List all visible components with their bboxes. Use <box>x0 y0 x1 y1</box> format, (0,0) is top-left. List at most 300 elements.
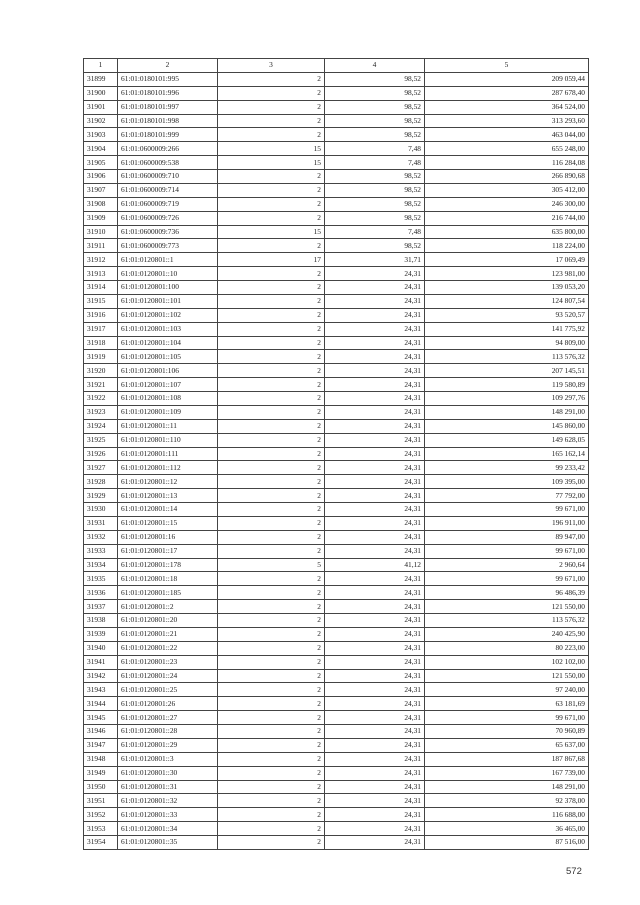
count-cell: 2 <box>218 600 325 614</box>
row-number-cell: 31933 <box>84 544 118 558</box>
amount-cell: 141 775,92 <box>425 322 589 336</box>
cadastral-number-cell: 61:01:0120801::29 <box>118 738 218 752</box>
rate-cell: 24,31 <box>325 433 425 447</box>
row-number-cell: 31907 <box>84 183 118 197</box>
rate-cell: 24,31 <box>325 405 425 419</box>
amount-cell: 364 524,00 <box>425 100 589 114</box>
table-row <box>84 128 589 142</box>
count-cell: 2 <box>218 614 325 628</box>
cadastral-number-cell: 61:01:0600009:773 <box>118 239 218 253</box>
row-number-cell: 31931 <box>84 516 118 530</box>
amount-cell: 65 637,00 <box>425 738 589 752</box>
amount-cell: 93 520,57 <box>425 308 589 322</box>
amount-cell: 116 688,00 <box>425 808 589 822</box>
row-number-cell: 31919 <box>84 350 118 364</box>
table-row <box>84 489 589 503</box>
cadastral-number-cell: 61:01:0120801::14 <box>118 503 218 517</box>
amount-cell: 305 412,00 <box>425 183 589 197</box>
row-number-cell: 31910 <box>84 225 118 239</box>
amount-cell: 80 223,00 <box>425 641 589 655</box>
rate-cell: 24,31 <box>325 475 425 489</box>
table-row <box>84 614 589 628</box>
amount-cell: 216 744,00 <box>425 211 589 225</box>
rate-cell: 24,31 <box>325 627 425 641</box>
rate-cell: 24,31 <box>325 572 425 586</box>
rate-cell: 24,31 <box>325 738 425 752</box>
count-cell: 2 <box>218 364 325 378</box>
table-row <box>84 738 589 752</box>
cadastral-number-cell: 61:01:0120801::107 <box>118 378 218 392</box>
amount-cell: 17 069,49 <box>425 253 589 267</box>
cadastral-number-cell: 61:01:0120801:16 <box>118 530 218 544</box>
rate-cell: 24,31 <box>325 641 425 655</box>
amount-cell: 148 291,00 <box>425 780 589 794</box>
row-number-cell: 31948 <box>84 752 118 766</box>
rate-cell: 98,52 <box>325 72 425 86</box>
count-cell: 2 <box>218 516 325 530</box>
cadastral-number-cell: 61:01:0120801::31 <box>118 780 218 794</box>
row-number-cell: 31901 <box>84 100 118 114</box>
cadastral-number-cell: 61:01:0120801::27 <box>118 711 218 725</box>
table-row <box>84 447 589 461</box>
row-number-cell: 31940 <box>84 641 118 655</box>
cadastral-number-cell: 61:01:0600009:266 <box>118 142 218 156</box>
row-number-cell: 31915 <box>84 294 118 308</box>
amount-cell: 121 550,00 <box>425 669 589 683</box>
count-cell: 2 <box>218 170 325 184</box>
column-header-3: 3 <box>218 59 325 73</box>
cadastral-number-cell: 61:01:0120801::185 <box>118 586 218 600</box>
row-number-cell: 31932 <box>84 530 118 544</box>
cadastral-number-cell: 61:01:0120801::15 <box>118 516 218 530</box>
row-number-cell: 31902 <box>84 114 118 128</box>
rate-cell: 24,31 <box>325 669 425 683</box>
rate-cell: 7,48 <box>325 225 425 239</box>
amount-cell: 94 809,00 <box>425 336 589 350</box>
table-row <box>84 392 589 406</box>
table-row <box>84 461 589 475</box>
cadastral-number-cell: 61:01:0120801::21 <box>118 627 218 641</box>
rate-cell: 98,52 <box>325 170 425 184</box>
table-row <box>84 530 589 544</box>
cadastral-number-cell: 61:01:0120801:111 <box>118 447 218 461</box>
table-row <box>84 378 589 392</box>
amount-cell: 2 960,64 <box>425 558 589 572</box>
amount-cell: 99 671,00 <box>425 572 589 586</box>
table-row <box>84 267 589 281</box>
amount-cell: 99 671,00 <box>425 711 589 725</box>
row-number-cell: 31929 <box>84 489 118 503</box>
table-row <box>84 211 589 225</box>
rate-cell: 24,31 <box>325 780 425 794</box>
rate-cell: 24,31 <box>325 447 425 461</box>
amount-cell: 148 291,00 <box>425 405 589 419</box>
count-cell: 15 <box>218 142 325 156</box>
cadastral-number-cell: 61:01:0180101:999 <box>118 128 218 142</box>
table-row <box>84 655 589 669</box>
rate-cell: 24,31 <box>325 419 425 433</box>
cadastral-number-cell: 61:01:0120801::112 <box>118 461 218 475</box>
rate-cell: 98,52 <box>325 239 425 253</box>
rate-cell: 24,31 <box>325 711 425 725</box>
cadastral-number-cell: 61:01:0120801::11 <box>118 419 218 433</box>
row-number-cell: 31906 <box>84 170 118 184</box>
count-cell: 2 <box>218 378 325 392</box>
amount-cell: 119 580,89 <box>425 378 589 392</box>
cadastral-number-cell: 61:01:0120801::104 <box>118 336 218 350</box>
cadastral-number-cell: 61:01:0120801::178 <box>118 558 218 572</box>
cadastral-number-cell: 61:01:0180101:996 <box>118 86 218 100</box>
table-row <box>84 142 589 156</box>
row-number-cell: 31928 <box>84 475 118 489</box>
cadastral-number-cell: 61:01:0120801::13 <box>118 489 218 503</box>
table-row <box>84 322 589 336</box>
count-cell: 2 <box>218 114 325 128</box>
table-row <box>84 336 589 350</box>
table-row <box>84 86 589 100</box>
table-row <box>84 697 589 711</box>
rate-cell: 24,31 <box>325 836 425 850</box>
count-cell: 2 <box>218 197 325 211</box>
rate-cell: 98,52 <box>325 128 425 142</box>
amount-cell: 92 378,00 <box>425 794 589 808</box>
amount-cell: 167 739,00 <box>425 766 589 780</box>
amount-cell: 123 981,00 <box>425 267 589 281</box>
rate-cell: 24,31 <box>325 614 425 628</box>
cadastral-number-cell: 61:01:0120801::25 <box>118 683 218 697</box>
amount-cell: 87 516,00 <box>425 836 589 850</box>
rate-cell: 24,31 <box>325 586 425 600</box>
amount-cell: 149 628,05 <box>425 433 589 447</box>
cadastral-number-cell: 61:01:0600009:714 <box>118 183 218 197</box>
cadastral-number-cell: 61:01:0120801::35 <box>118 836 218 850</box>
cadastral-number-cell: 61:01:0120801::102 <box>118 308 218 322</box>
amount-cell: 196 911,00 <box>425 516 589 530</box>
amount-cell: 121 550,00 <box>425 600 589 614</box>
rate-cell: 24,31 <box>325 489 425 503</box>
amount-cell: 63 181,69 <box>425 697 589 711</box>
table-row <box>84 433 589 447</box>
count-cell: 2 <box>218 308 325 322</box>
count-cell: 2 <box>218 336 325 350</box>
count-cell: 2 <box>218 281 325 295</box>
count-cell: 2 <box>218 461 325 475</box>
rate-cell: 98,52 <box>325 86 425 100</box>
amount-cell: 118 224,00 <box>425 239 589 253</box>
amount-cell: 89 947,00 <box>425 530 589 544</box>
cadastral-number-cell: 61:01:0120801::101 <box>118 294 218 308</box>
cadastral-number-cell: 61:01:0120801:106 <box>118 364 218 378</box>
cadastral-number-cell: 61:01:0600009:726 <box>118 211 218 225</box>
table-row <box>84 170 589 184</box>
rate-cell: 24,31 <box>325 378 425 392</box>
column-header-1: 1 <box>84 59 118 73</box>
rate-cell: 24,31 <box>325 725 425 739</box>
count-cell: 2 <box>218 392 325 406</box>
table-row <box>84 294 589 308</box>
table-row <box>84 72 589 86</box>
row-number-cell: 31923 <box>84 405 118 419</box>
table-row <box>84 100 589 114</box>
row-number-cell: 31903 <box>84 128 118 142</box>
cadastral-number-cell: 61:01:0120801::22 <box>118 641 218 655</box>
table-row <box>84 405 589 419</box>
amount-cell: 139 053,20 <box>425 281 589 295</box>
cadastral-number-cell: 61:01:0120801::105 <box>118 350 218 364</box>
cadastral-number-cell: 61:01:0120801::108 <box>118 392 218 406</box>
rate-cell: 24,31 <box>325 544 425 558</box>
cadastral-number-cell: 61:01:0120801:26 <box>118 697 218 711</box>
cadastral-number-cell: 61:01:0120801::12 <box>118 475 218 489</box>
cadastral-number-cell: 61:01:0600009:538 <box>118 156 218 170</box>
amount-cell: 99 671,00 <box>425 544 589 558</box>
row-number-cell: 31936 <box>84 586 118 600</box>
row-number-cell: 31930 <box>84 503 118 517</box>
amount-cell: 70 960,89 <box>425 725 589 739</box>
cadastral-number-cell: 61:01:0120801::33 <box>118 808 218 822</box>
row-number-cell: 31949 <box>84 766 118 780</box>
cadastral-number-cell: 61:01:0120801::2 <box>118 600 218 614</box>
count-cell: 2 <box>218 669 325 683</box>
row-number-cell: 31908 <box>84 197 118 211</box>
row-number-cell: 31946 <box>84 725 118 739</box>
rate-cell: 24,31 <box>325 683 425 697</box>
row-number-cell: 31926 <box>84 447 118 461</box>
cadastral-number-cell: 61:01:0180101:998 <box>118 114 218 128</box>
count-cell: 2 <box>218 683 325 697</box>
table-body <box>84 72 589 849</box>
cadastral-number-cell: 61:01:0120801:100 <box>118 281 218 295</box>
cadastral-number-cell: 61:01:0180101:997 <box>118 100 218 114</box>
rate-cell: 24,31 <box>325 364 425 378</box>
count-cell: 2 <box>218 711 325 725</box>
rate-cell: 7,48 <box>325 156 425 170</box>
rate-cell: 24,31 <box>325 600 425 614</box>
table-row <box>84 780 589 794</box>
row-number-cell: 31924 <box>84 419 118 433</box>
row-number-cell: 31943 <box>84 683 118 697</box>
table-row <box>84 516 589 530</box>
rate-cell: 24,31 <box>325 350 425 364</box>
cadastral-number-cell: 61:01:0120801::17 <box>118 544 218 558</box>
count-cell: 2 <box>218 405 325 419</box>
row-number-cell: 31939 <box>84 627 118 641</box>
table-row <box>84 600 589 614</box>
rate-cell: 24,31 <box>325 503 425 517</box>
amount-cell: 102 102,00 <box>425 655 589 669</box>
row-number-cell: 31922 <box>84 392 118 406</box>
count-cell: 2 <box>218 211 325 225</box>
rate-cell: 24,31 <box>325 822 425 836</box>
rate-cell: 31,71 <box>325 253 425 267</box>
count-cell: 15 <box>218 225 325 239</box>
rate-cell: 41,12 <box>325 558 425 572</box>
cadastral-number-cell: 61:01:0120801::32 <box>118 794 218 808</box>
count-cell: 17 <box>218 253 325 267</box>
count-cell: 2 <box>218 822 325 836</box>
row-number-cell: 31917 <box>84 322 118 336</box>
count-cell: 2 <box>218 697 325 711</box>
cadastral-number-cell: 61:01:0120801::1 <box>118 253 218 267</box>
table-row <box>84 725 589 739</box>
amount-cell: 463 044,00 <box>425 128 589 142</box>
cadastral-number-cell: 61:01:0180101:995 <box>118 72 218 86</box>
row-number-cell: 31912 <box>84 253 118 267</box>
table-row <box>84 156 589 170</box>
amount-cell: 109 395,00 <box>425 475 589 489</box>
amount-cell: 36 465,00 <box>425 822 589 836</box>
row-number-cell: 31952 <box>84 808 118 822</box>
count-cell: 2 <box>218 489 325 503</box>
row-number-cell: 31918 <box>84 336 118 350</box>
table-row <box>84 308 589 322</box>
register-table <box>83 58 589 850</box>
cadastral-number-cell: 61:01:0120801::24 <box>118 669 218 683</box>
count-cell: 2 <box>218 86 325 100</box>
table-row <box>84 836 589 850</box>
count-cell: 2 <box>218 766 325 780</box>
count-cell: 2 <box>218 322 325 336</box>
count-cell: 2 <box>218 655 325 669</box>
amount-cell: 207 145,51 <box>425 364 589 378</box>
count-cell: 2 <box>218 641 325 655</box>
rate-cell: 24,31 <box>325 808 425 822</box>
column-header-4: 4 <box>325 59 425 73</box>
table-row <box>84 808 589 822</box>
count-cell: 2 <box>218 447 325 461</box>
table-row <box>84 794 589 808</box>
row-number-cell: 31913 <box>84 267 118 281</box>
rate-cell: 98,52 <box>325 211 425 225</box>
count-cell: 2 <box>218 503 325 517</box>
row-number-cell: 31942 <box>84 669 118 683</box>
count-cell: 2 <box>218 586 325 600</box>
table-row <box>84 183 589 197</box>
count-cell: 2 <box>218 100 325 114</box>
count-cell: 2 <box>218 794 325 808</box>
table-row <box>84 239 589 253</box>
row-number-cell: 31899 <box>84 72 118 86</box>
cadastral-number-cell: 61:01:0120801::20 <box>118 614 218 628</box>
count-cell: 2 <box>218 433 325 447</box>
table-row <box>84 572 589 586</box>
table-row <box>84 766 589 780</box>
count-cell: 2 <box>218 350 325 364</box>
table-row <box>84 627 589 641</box>
row-number-cell: 31916 <box>84 308 118 322</box>
table-row <box>84 711 589 725</box>
rate-cell: 24,31 <box>325 461 425 475</box>
cadastral-number-cell: 61:01:0120801::3 <box>118 752 218 766</box>
count-cell: 2 <box>218 808 325 822</box>
count-cell: 2 <box>218 544 325 558</box>
rate-cell: 24,31 <box>325 697 425 711</box>
header-row <box>84 59 589 73</box>
row-number-cell: 31914 <box>84 281 118 295</box>
table-row <box>84 752 589 766</box>
row-number-cell: 31938 <box>84 614 118 628</box>
amount-cell: 313 293,60 <box>425 114 589 128</box>
row-number-cell: 31934 <box>84 558 118 572</box>
table-row <box>84 281 589 295</box>
row-number-cell: 31900 <box>84 86 118 100</box>
row-number-cell: 31937 <box>84 600 118 614</box>
count-cell: 2 <box>218 72 325 86</box>
table-row <box>84 822 589 836</box>
page-number: 572 <box>566 866 582 877</box>
cadastral-number-cell: 61:01:0600009:719 <box>118 197 218 211</box>
rate-cell: 24,31 <box>325 294 425 308</box>
rate-cell: 24,31 <box>325 308 425 322</box>
rate-cell: 24,31 <box>325 752 425 766</box>
row-number-cell: 31950 <box>84 780 118 794</box>
cadastral-number-cell: 61:01:0120801::18 <box>118 572 218 586</box>
rate-cell: 24,31 <box>325 655 425 669</box>
rate-cell: 24,31 <box>325 794 425 808</box>
amount-cell: 99 671,00 <box>425 503 589 517</box>
table-row <box>84 558 589 572</box>
amount-cell: 97 240,00 <box>425 683 589 697</box>
rate-cell: 24,31 <box>325 392 425 406</box>
table-row <box>84 475 589 489</box>
rate-cell: 98,52 <box>325 114 425 128</box>
amount-cell: 109 297,76 <box>425 392 589 406</box>
cadastral-number-cell: 61:01:0120801::34 <box>118 822 218 836</box>
amount-cell: 113 576,32 <box>425 614 589 628</box>
amount-cell: 287 678,40 <box>425 86 589 100</box>
rate-cell: 98,52 <box>325 197 425 211</box>
count-cell: 2 <box>218 725 325 739</box>
column-header-5: 5 <box>425 59 589 73</box>
table-row <box>84 419 589 433</box>
amount-cell: 266 890,68 <box>425 170 589 184</box>
row-number-cell: 31944 <box>84 697 118 711</box>
row-number-cell: 31904 <box>84 142 118 156</box>
row-number-cell: 31941 <box>84 655 118 669</box>
amount-cell: 187 867,68 <box>425 752 589 766</box>
cadastral-number-cell: 61:01:0600009:710 <box>118 170 218 184</box>
row-number-cell: 31947 <box>84 738 118 752</box>
rate-cell: 24,31 <box>325 530 425 544</box>
row-number-cell: 31911 <box>84 239 118 253</box>
column-header-2: 2 <box>118 59 218 73</box>
cadastral-number-cell: 61:01:0120801::30 <box>118 766 218 780</box>
table-row <box>84 683 589 697</box>
table-row <box>84 586 589 600</box>
row-number-cell: 31925 <box>84 433 118 447</box>
table-row <box>84 641 589 655</box>
count-cell: 2 <box>218 267 325 281</box>
table-row <box>84 669 589 683</box>
rate-cell: 7,48 <box>325 142 425 156</box>
amount-cell: 113 576,32 <box>425 350 589 364</box>
table-row <box>84 350 589 364</box>
rate-cell: 98,52 <box>325 183 425 197</box>
row-number-cell: 31953 <box>84 822 118 836</box>
table-row <box>84 544 589 558</box>
row-number-cell: 31935 <box>84 572 118 586</box>
count-cell: 2 <box>218 475 325 489</box>
row-number-cell: 31921 <box>84 378 118 392</box>
row-number-cell: 31927 <box>84 461 118 475</box>
amount-cell: 116 284,08 <box>425 156 589 170</box>
count-cell: 2 <box>218 627 325 641</box>
count-cell: 2 <box>218 738 325 752</box>
rate-cell: 24,31 <box>325 516 425 530</box>
cadastral-number-cell: 61:01:0120801::109 <box>118 405 218 419</box>
amount-cell: 165 162,14 <box>425 447 589 461</box>
row-number-cell: 31945 <box>84 711 118 725</box>
